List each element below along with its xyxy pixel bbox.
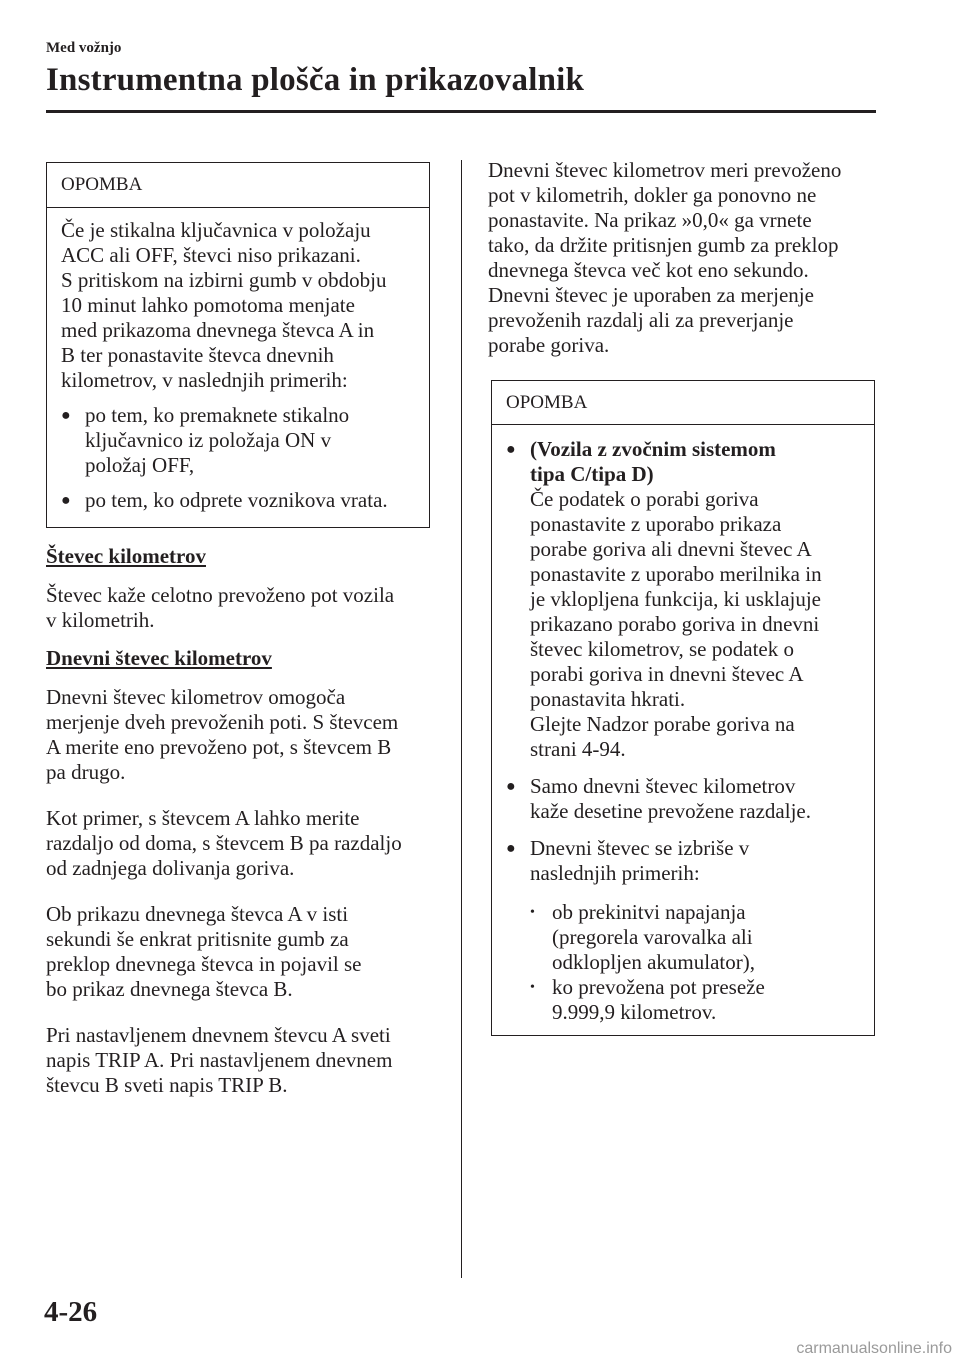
bullet-line: Dnevni števec se izbriše v <box>530 836 750 860</box>
bullet-line: Če podatek o porabi goriva <box>530 487 759 511</box>
subbullet-line: 9.999,9 kilometrov. <box>552 1000 717 1024</box>
odometer-heading: Števec kilometrov <box>46 544 206 568</box>
body-line: tako, da držite pritisnjen gumb za preklop <box>488 233 839 257</box>
page-number: 4-26 <box>44 1296 98 1328</box>
column-divider <box>461 160 462 1278</box>
body-line: merjenje dveh prevoženih poti. S števcem <box>46 710 399 734</box>
body-line: sekundi še enkrat pritisnite gumb za <box>46 927 349 951</box>
note-body <box>492 425 874 1025</box>
note-subbullet <box>530 975 864 1025</box>
body-line: porabe goriva. <box>488 333 610 357</box>
note-box-left <box>46 162 430 528</box>
bullet-line: ponastavita hkrati. <box>530 687 686 711</box>
bullet-line: ključavnico iz položaja ON v <box>85 428 332 452</box>
bullet-line: Samo dnevni števec kilometrov <box>530 774 796 798</box>
body-line: Dnevni števec je uporaben za merjenje <box>488 283 814 307</box>
bullet-line: porabe goriva ali dnevni števec A <box>530 537 812 561</box>
body-line: dnevnega števca več kot eno sekundo. <box>488 258 809 282</box>
bullet-dot-icon: ● <box>506 778 516 795</box>
bullet-line: je vklopljena funkcija, ki usklajuje <box>530 587 822 611</box>
bullet-line: števec kilometrov, se podatek o <box>530 637 794 661</box>
note-line: S pritiskom na izbirni gumb v obdobju <box>61 268 387 292</box>
watermark[interactable]: carmanualsonline.info <box>796 1340 952 1357</box>
body-line: Dnevni števec kilometrov meri prevoženo <box>488 158 842 182</box>
body-line: pot v kilometrih, dokler ga ponovno ne <box>488 183 817 207</box>
body-line: A merite eno prevoženo pot, s števcem B <box>46 735 392 759</box>
title-rule <box>46 110 876 113</box>
subbullet-line: (pregorela varovalka ali <box>552 925 753 949</box>
body-line: bo prikaz dnevnega števca B. <box>46 977 293 1001</box>
bullet-line: po tem, ko odprete voznikova vrata. <box>85 488 388 512</box>
bullet-line: porabi goriva in dnevni števec A <box>530 662 804 686</box>
bullet-line: kaže desetine prevožene razdalje. <box>530 799 811 823</box>
subbullet-line: ko prevožena pot preseže <box>552 975 765 999</box>
note-line: ACC ali OFF, števci niso prikazani. <box>61 243 361 267</box>
bullet-line: po tem, ko premaknete stikalno <box>85 403 350 427</box>
body-line: napis TRIP A. Pri nastavljenem dnevnem <box>46 1048 393 1072</box>
body-line: od zadnjega dolivanja goriva. <box>46 856 295 880</box>
subbullet-line: odklopljen akumulator), <box>552 950 755 974</box>
note-bullet <box>61 488 419 513</box>
note-bullet <box>506 774 864 824</box>
note-line: Če je stikalna ključavnica v položaju <box>61 218 371 242</box>
note-subbullet <box>530 900 864 975</box>
body-line: Pri nastavljenem dnevnem števcu A sveti <box>46 1023 391 1047</box>
body-line: Kot primer, s števcem A lahko merite <box>46 806 360 830</box>
note-title: OPOMBA <box>492 381 874 425</box>
odometer-section <box>46 544 446 633</box>
body-line: Števec kaže celotno prevoženo pot vozila <box>46 583 395 607</box>
bullet-line: Glejte Nadzor porabe goriva na <box>530 712 795 736</box>
note-line: B ter ponastavite števca dnevnih <box>61 343 334 367</box>
page-title: Instrumentna plošča in prikazovalnik <box>46 62 585 98</box>
bullet-line: položaj OFF, <box>85 453 195 477</box>
bullet-dot-icon: ● <box>506 840 516 857</box>
body-line: Ob prikazu dnevnega števca A v isti <box>46 902 349 926</box>
note-bullet <box>506 836 864 1025</box>
body-line: preklop dnevnega števca in pojavil se <box>46 952 362 976</box>
bullet-line: prikazano porabo goriva in dnevni <box>530 612 820 636</box>
note-line: kilometrov, v naslednjih primerih: <box>61 368 348 392</box>
trip-meter-section <box>46 646 446 1098</box>
bullet-line: strani 4-94. <box>530 737 626 761</box>
note-line: med prikazoma dnevnega števca A in <box>61 318 375 342</box>
note-bullet <box>61 403 419 478</box>
note-box-right <box>491 380 875 1036</box>
bullet-dot-icon: ● <box>61 492 71 509</box>
subbullet-line: ob prekinitvi napajanja <box>552 900 746 924</box>
body-line: pa drugo. <box>46 760 126 784</box>
bullet-line: ponastavite z uporabo prikaza <box>530 512 782 536</box>
body-line: ponastavite. Na prikaz »0,0« ga vrnete <box>488 208 812 232</box>
body-line: razdaljo od doma, s števcem B pa razdaljo <box>46 831 402 855</box>
bullet-line: naslednjih primerih: <box>530 861 700 885</box>
bullet-dot-icon: ● <box>506 441 516 458</box>
trip-meter-heading: Dnevni števec kilometrov <box>46 646 272 670</box>
subbullet-dot-icon: • <box>530 905 535 920</box>
trip-meter-description <box>488 158 888 358</box>
subbullet-dot-icon: • <box>530 980 535 995</box>
body-line: prevoženih razdalj ali za preverjanje <box>488 308 794 332</box>
body-line: Dnevni števec kilometrov omogoča <box>46 685 346 709</box>
bullet-dot-icon: ● <box>61 407 71 424</box>
note-body <box>47 208 429 513</box>
bullet-line-bold: (Vozila z zvočnim sistemom <box>530 437 776 461</box>
bullet-line-bold: tipa C/tipa D) <box>530 462 654 486</box>
bullet-line: ponastavite z uporabo merilnika in <box>530 562 822 586</box>
body-line: števcu B sveti napis TRIP B. <box>46 1073 288 1097</box>
body-line: v kilometrih. <box>46 608 155 632</box>
note-title: OPOMBA <box>47 163 429 208</box>
note-line: 10 minut lahko pomotoma menjate <box>61 293 355 317</box>
section-label: Med vožnjo <box>46 40 122 56</box>
note-bullet <box>506 437 864 762</box>
